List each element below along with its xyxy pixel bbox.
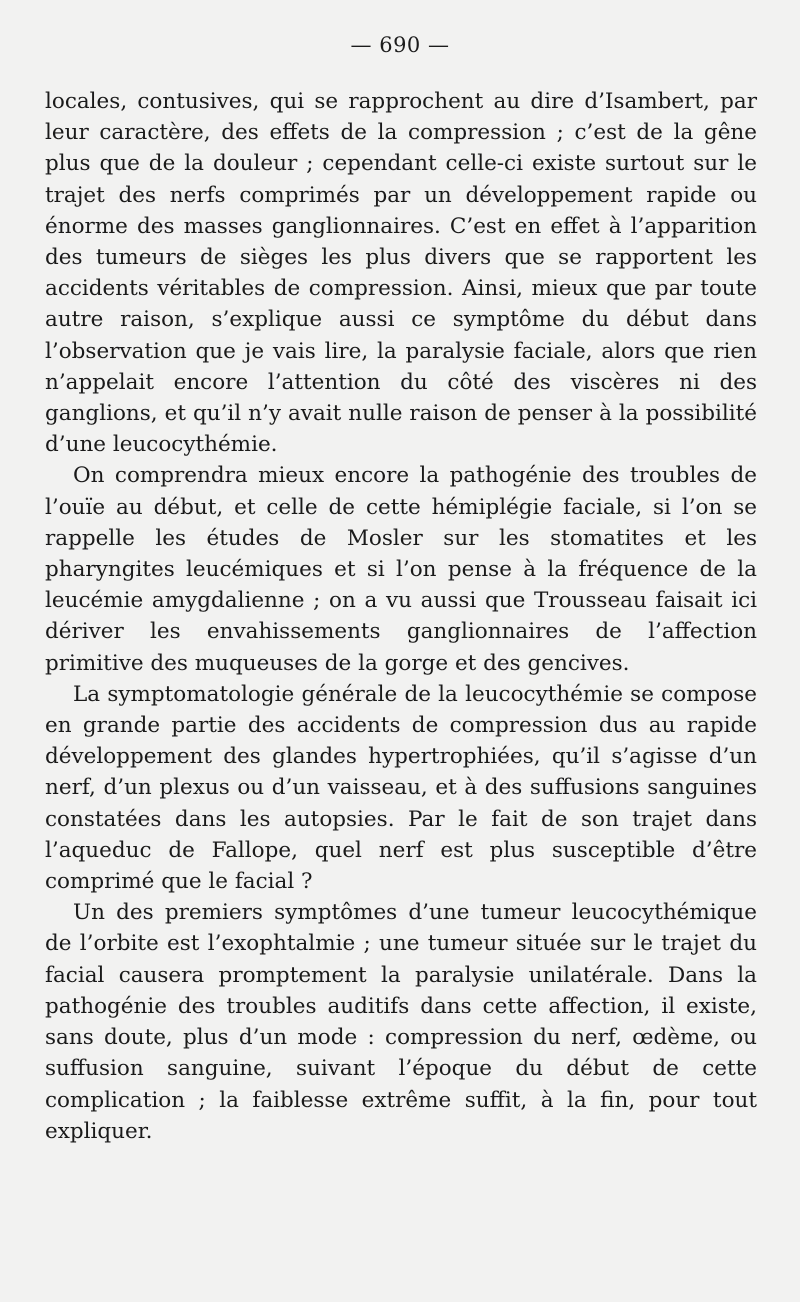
body-text [45,86,757,1147]
paragraph-1: locales, contusives, qui se rapprochent au dire d’Isambert, par leur caractère, des effets de la compression ; c’est de la gêne plus que de la douleur ; cependant celle-ci existe surtout sur le trajet des nerfs comprimés par un développement rapide ou énorme des masses ganglionnaires. C’est en effet à l’apparition des tumeurs de sièges les plus divers que se rapportent les accidents véritables de compression. Ainsi, mieux que par toute autre raison, s’explique aussi ce symptôme du début dans l’observation que je vais lire, la paralysie faciale, alors que rien n’appelait encore l’attention du côté des viscères ni des ganglions, et qu’il n’y avait nulle raison de penser à la possibilité d’une leucocythémie. [45,89,757,458]
paragraph-3: La symptomatologie générale de la leucocythémie se compose en grande partie des accidents de compression dus au rapide développement des glandes hypertrophiées, qu’il s’agisse d’un nerf, d’un plexus ou d’un vaisseau, et à des suffusions sanguines constatées dans les autopsies. Par le fait de son trajet dans l’aqueduc de Fallope, quel nerf est plus susceptible d’être comprimé que le facial ? [45,681,757,895]
paragraph-2: On comprendra mieux encore la pathogénie des troubles de l’ouïe au début, et celle de cette hémiplégie faciale, si l’on se rappelle les études de Mosler sur les stomatites et les pharyngites leucémiques et si l’on pense à la fréquence de la leucémie amygdalienne ; on a vu aussi que Trousseau faisait ici dériver les envahissements ganglionnaires de l’affection primitive des muqueuses de la gorge et des gencives. [45,463,757,676]
page-number: — 690 — [350,33,450,57]
paragraph-4: Un des premiers symptômes d’une tumeur leucocythémique de l’orbite est l’exophtalmie ; une tumeur située sur le trajet du facial causera promptement la paralysie unilatérale. Dans la pathogénie des troubles auditifs dans cette affection, il existe, sans doute, plus d’un mode : compression du nerf, œdème, ou suffusion sanguine, suivant l’époque du début de cette complication ; la faiblesse extrême suffit, à la fin, pour tout expliquer. [45,900,757,1144]
